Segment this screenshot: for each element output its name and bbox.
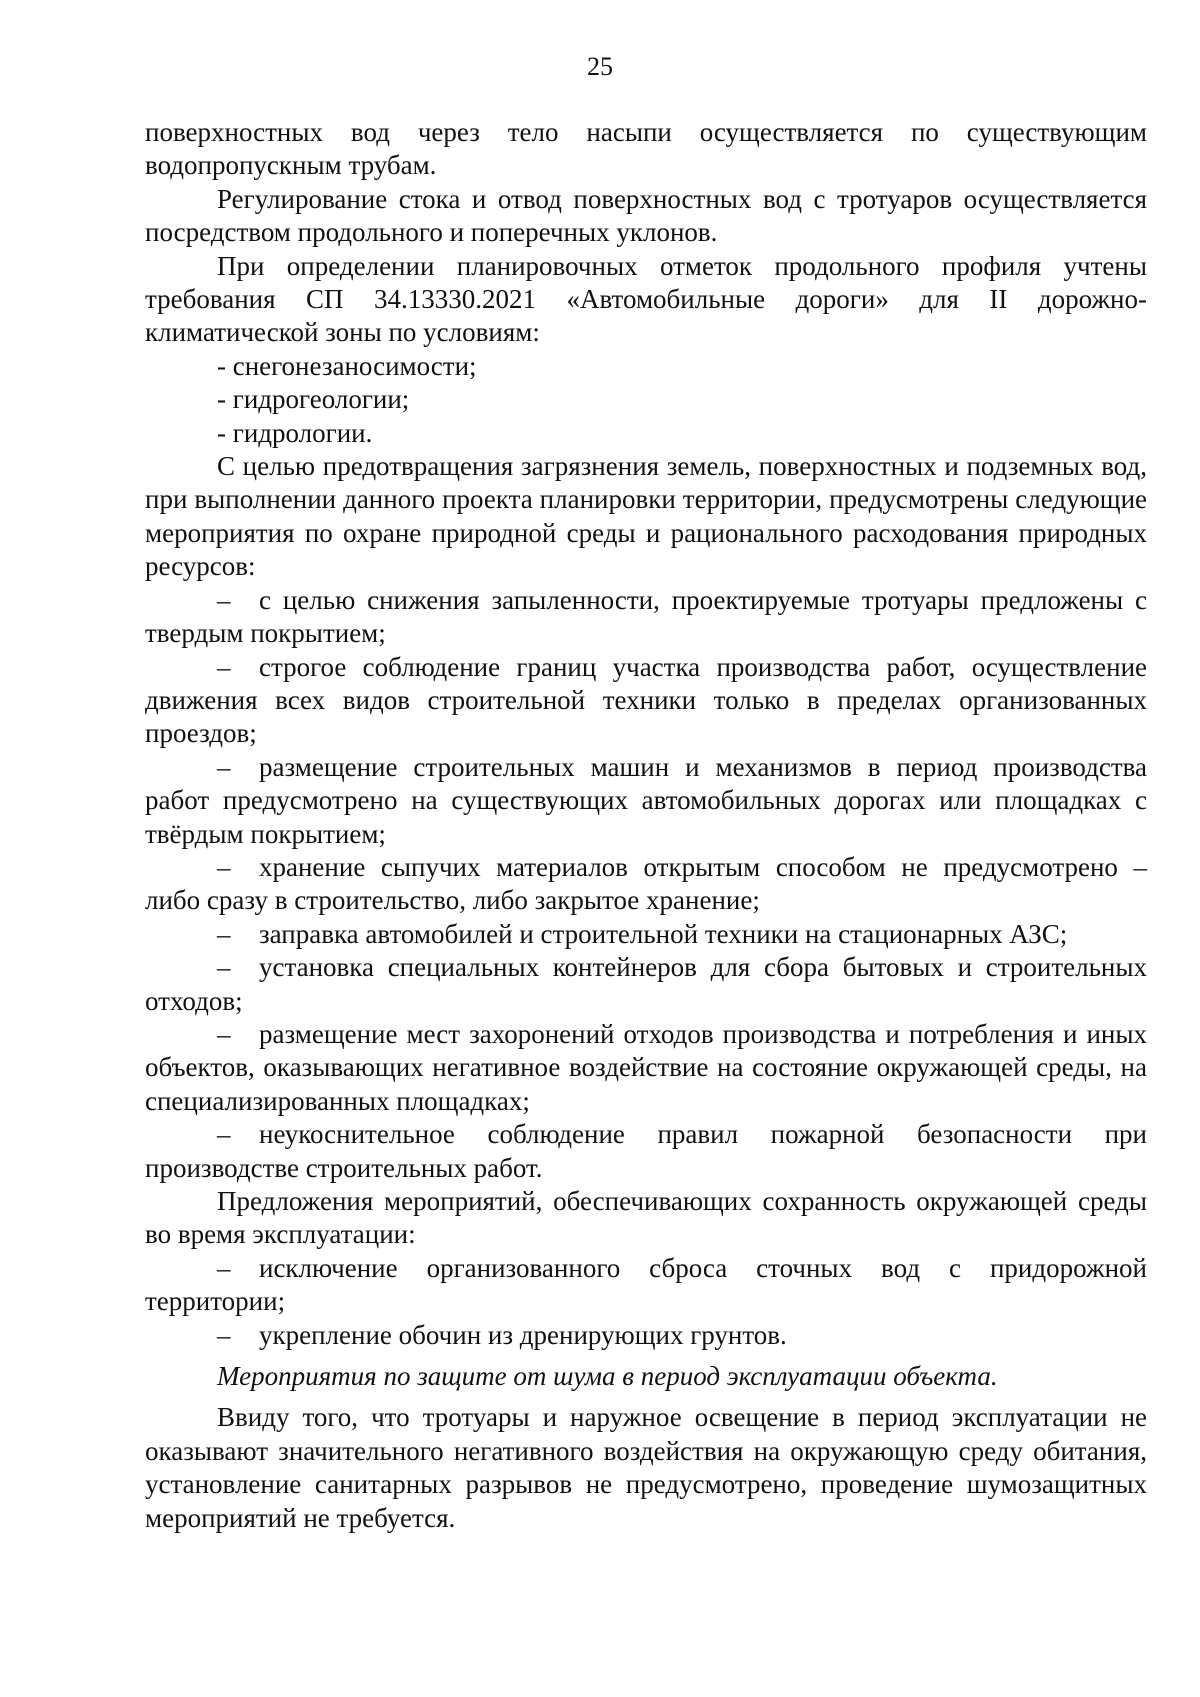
dash-marker: – [217,918,231,949]
list-item: - гидрогеологии; [217,384,410,415]
list-item [145,1252,1147,1319]
list-item [145,651,1147,751]
dash-marker: – [217,1319,231,1350]
dash-marker: – [217,751,231,782]
dash-marker: – [217,1119,231,1150]
list-item: - гидрологии. [217,417,373,448]
paragraph-pollution-prevention: С целью предотвращения загрязнения земель, поверхностных и подземных вод, при выполнении данного проекта планировки территории, предусмотрены следующие мероприятия по охране природной среды и рационального расходования природных ресурсов: [145,451,1147,582]
dash-marker: – [217,651,231,682]
list-item-text: исключение организованного сброса сточных вод с придорожной территории; [145,1252,1147,1317]
dash-marker: – [217,952,231,983]
list-item [145,1319,1147,1352]
dash-marker: – [217,1252,231,1283]
list-item-text: размещение строительных машин и механизмов в период производства работ предусмотрено на существующих автомобильных дорогах или площадках с твёрдым покрытием; [145,751,1147,849]
list-item-text: хранение сыпучих материалов открытым способом не предусмотрено – либо сразу в строительство, либо закрытое хранение; [145,851,1147,916]
list-item [145,851,1147,918]
list-item-text: установка специальных контейнеров для сбора бытовых и строительных отходов; [145,952,1147,1016]
list-item-text: строгое соблюдение границ участка производства работ, осуществление движения всех видов строительной техники только в пределах организованных проездов; [145,651,1147,749]
list-item [145,1118,1147,1185]
list-item [145,751,1147,851]
paragraph-operation-measures: Предложения мероприятий, обеспечивающих сохранность окружающей среды во время эксплуатации: [145,1186,1147,1250]
section-heading: Мероприятия по защите от шума в период эксплуатации объекта. [217,1361,998,1392]
list-item-text: неукоснительное соблюдение правил пожарной безопасности при производстве строительных работ. [145,1119,1147,1183]
dash-marker: – [217,851,231,882]
list-item-text: заправка автомобилей и строительной техники на стационарных АЗС; [259,918,1068,949]
paragraph-continuation: поверхностных вод через тело насыпи осуществляется по существующим водопропускным трубам. [145,117,1147,181]
list-item-text: с целью снижения запыленности, проектируемые тротуары предложены с твердым покрытием; [145,584,1147,649]
paragraph-planning-marks: При определении планировочных отметок продольного профиля учтены требования СП 34.13330.2021 «Автомобильные дороги» для II дорожно-климатической зоны по условиям: [145,250,1147,348]
dash-marker: – [217,584,231,615]
list-item [145,1018,1147,1118]
paragraph-noise-protection: Ввиду того, что тротуары и наружное освещение в период эксплуатации не оказывают значительного негативного воздействия на окружающую среду обитания, установление санитарных разрывов не предусмотрено, проведение шумозащитных мероприятий не требуется. [145,1402,1147,1533]
paragraph-runoff-regulation: Регулирование стока и отвод поверхностных вод с тротуаров осуществляется посредством продольного и поперечных уклонов. [145,183,1147,248]
list-item-text: размещение мест захоронений отходов производства и потребления и иных объектов, оказывающих негативное воздействие на состояние окружающей среды, на специализированных площадках; [145,1018,1147,1116]
list-item-text: укрепление обочин из дренирующих грунтов. [259,1319,787,1350]
list-item [145,951,1147,1018]
list-item: - снегонезаносимости; [217,350,477,381]
list-item [145,584,1147,651]
page-number: 25 [587,52,613,81]
document-body [145,116,1147,1535]
list-item [145,918,1147,951]
dash-marker: – [217,1018,231,1049]
